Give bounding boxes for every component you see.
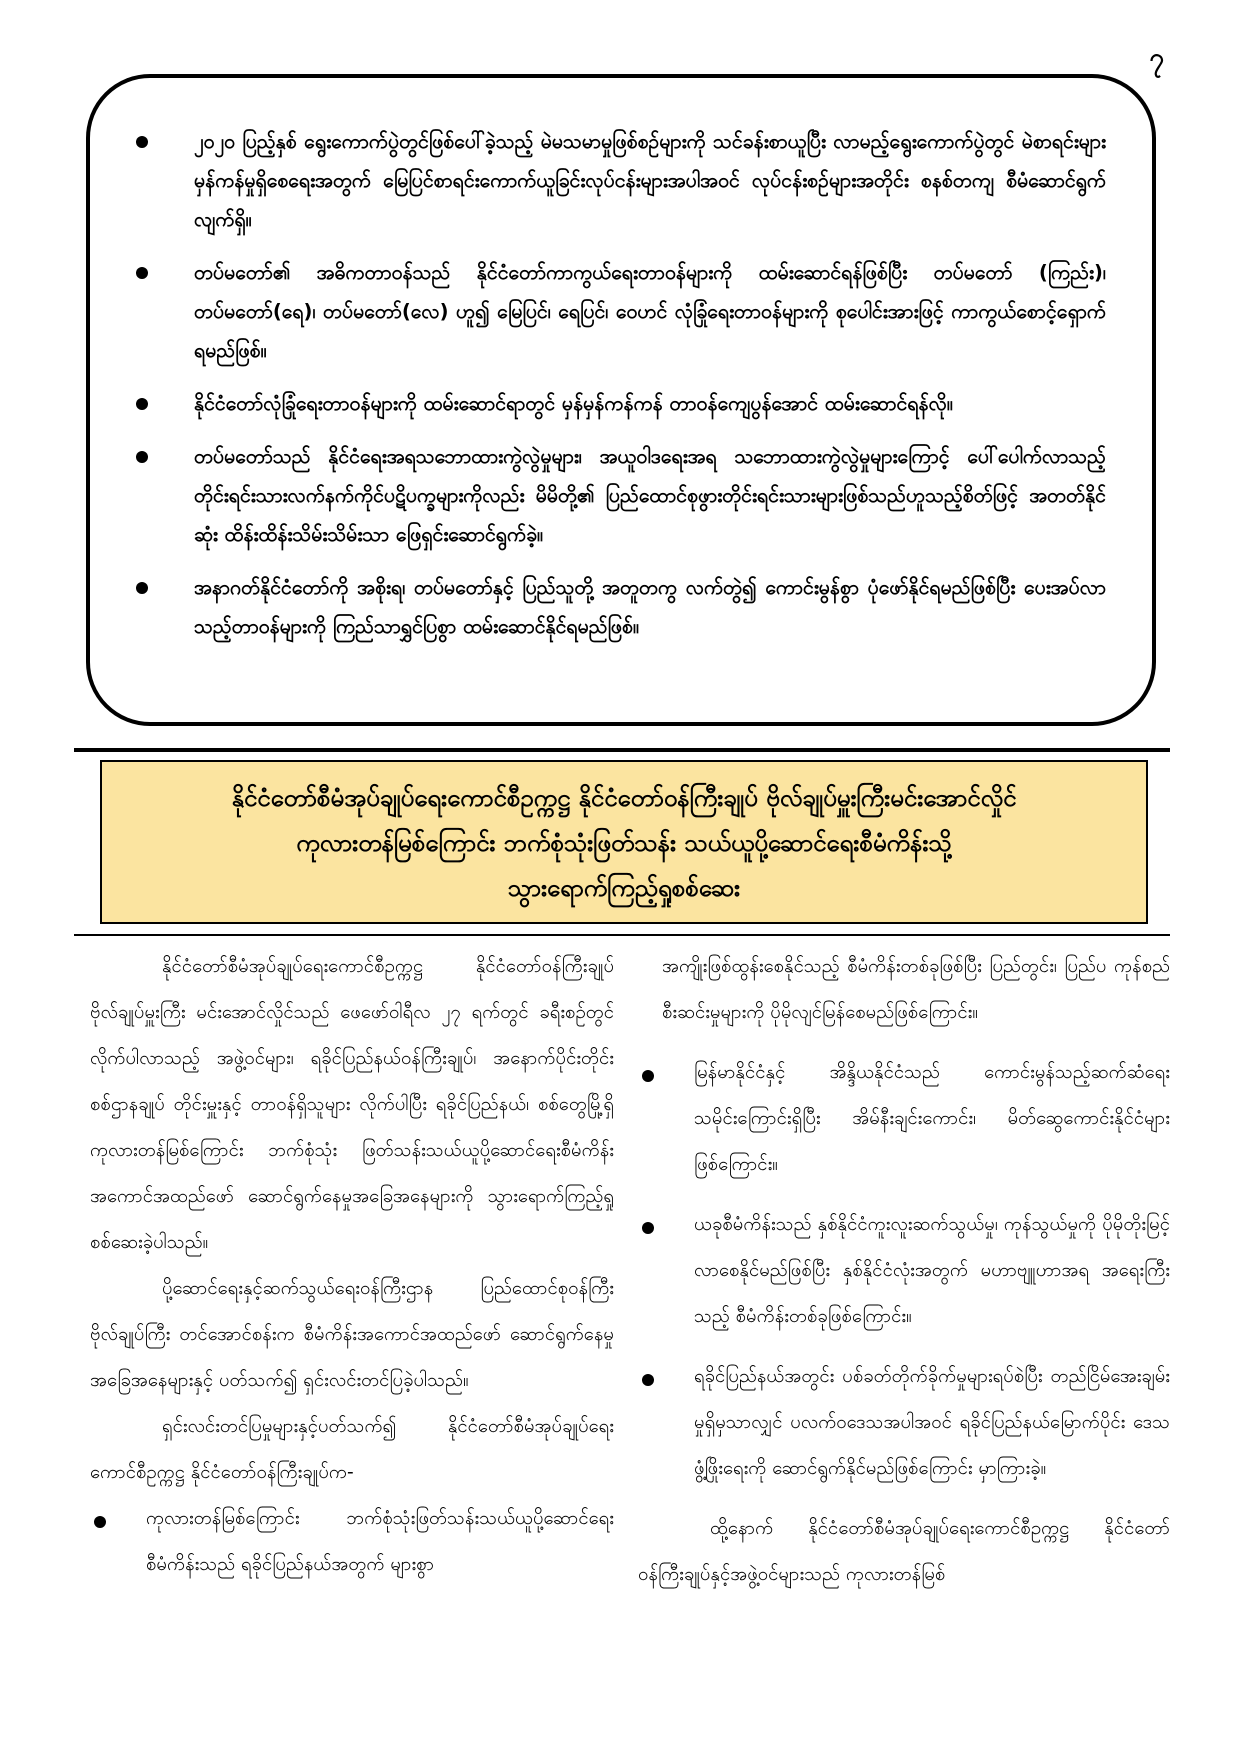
summary-bullet-item	[136, 568, 1106, 646]
bullet-icon	[94, 1516, 106, 1528]
body-bullet-item	[90, 1496, 614, 1588]
bullet-icon	[136, 398, 148, 410]
summary-bullet-item	[136, 253, 1106, 370]
summary-bullet-item	[136, 437, 1106, 554]
summary-bullet-text: ၂၀၂၀ ပြည့်နှစ် ရွေးကောက်ပွဲတွင်ဖြစ်ပေါ်ခဲ့သည့် မဲမသမာမှုဖြစ်စဉ်များကို သင်ခန်းစာယူပြီး လာမည့်ရွေးကောက်ပွဲတွင် မဲစာရင်းများ မှန်ကန်မှုရှိစေရေးအတွက် မြေပြင်စာရင်းကောက်ယူခြင်းလုပ်ငန်းများအပါအဝင် လုပ်ငန်းစဉ်များအတိုင်း စနစ်တကျ စီမံဆောင်ရွက်လျက်ရှိ။	[194, 130, 1106, 231]
body-bullet-item	[638, 1354, 1170, 1492]
bullet-icon	[136, 582, 148, 594]
summary-bullet-text: နိုင်ငံတော်လုံခြုံရေးတာဝန်များကို ထမ်းဆောင်ရာတွင် မှန်မှန်ကန်ကန် တာဝန်ကျေပွန်အောင် ထမ်းဆောင်ရန်လို။	[194, 392, 953, 415]
bullet-icon	[136, 267, 148, 279]
summary-bullet-list	[136, 122, 1106, 646]
body-bullet-text: ရခိုင်ပြည်နယ်အတွင်း ပစ်ခတ်တိုက်ခိုက်မှုများရပ်စဲပြီး တည်ငြိမ်အေးချမ်းမှုရှိမှသာလျှင် ပလက်ဝဒေသအပါအဝင် ရခိုင်ပြည်နယ်မြောက်ပိုင်း ဒေသဖွံ့ဖြိုးရေးကို ဆောင်ရွက်နိုင်မည်ဖြစ်ကြောင်း မှာကြားခဲ့။	[694, 1366, 1170, 1479]
headline-line-3: သွားရောက်ကြည့်ရှုစစ်ဆေး	[507, 874, 741, 902]
page-number: ၇	[1149, 43, 1164, 73]
headline-line-2: ကုလားတန်မြစ်ကြောင်း ဘက်စုံသုံးဖြတ်သန်း သယ်ယူပို့ဆောင်ရေးစီမံကိန်းသို့	[296, 829, 952, 857]
body-bullet-text: ယခုစီမံကိန်းသည် နှစ်နိုင်ငံကူးလူးဆက်သွယ်မှု၊ ကုန်သွယ်မှုကို ပိုမိုတိုးမြင့်လာစေနိုင်မည်ဖြစ်ပြီး နှစ်နိုင်ငံလုံးအတွက် မဟာဗျူဟာအရ အရေးကြီးသည့် စီမံကိန်းတစ်ခုဖြစ်ကြောင်း။	[694, 1214, 1170, 1327]
bullet-icon	[642, 1222, 654, 1234]
body-bullet-text: မြန်မာနိုင်ငံနှင့် အိန္ဒိယနိုင်ငံသည် ကောင်းမွန်သည့်ဆက်ဆံရေးသမိုင်းကြောင်းရှိပြီး အိမ်နီးချင်းကောင်း၊ မိတ်ဆွေကောင်းနိုင်ငံများဖြစ်ကြောင်း။	[694, 1062, 1170, 1175]
body-paragraph: ပို့ဆောင်ရေးနှင့်ဆက်သွယ်ရေးဝန်ကြီးဌာန ပြည်ထောင်စုဝန်ကြီး ဗိုလ်ချုပ်ကြီး တင်အောင်စန်းက စီမံကိန်းအကောင်အထည်ဖော် ဆောင်ရွက်နေမှုအခြေအနေများနှင့် ပတ်သက်၍ ရှင်းလင်းတင်ပြခဲ့ပါသည်။	[90, 1278, 614, 1391]
bullet-icon	[136, 136, 148, 148]
body-bullet-text: ကုလားတန်မြစ်ကြောင်း ဘက်စုံသုံးဖြတ်သန်းသယ်ယူပို့ဆောင်ရေးစီမံကိန်းသည် ရခိုင်ပြည်နယ်အတွက် များစွာ	[146, 1508, 614, 1575]
body-bullet-item	[638, 1202, 1170, 1340]
body-bullet-list	[90, 1496, 614, 1588]
headline-divider	[74, 934, 1170, 936]
summary-box	[86, 74, 1156, 726]
bullet-icon	[642, 1374, 654, 1386]
bullet-icon	[642, 1070, 654, 1082]
bullet-icon	[136, 451, 148, 463]
section-divider	[74, 748, 1170, 752]
body-paragraph: နိုင်ငံတော်စီမံအုပ်ချုပ်ရေးကောင်စီဥက္ကဋ္ဌ နိုင်ငံတော်ဝန်ကြီးချုပ် ဗိုလ်ချုပ်မှူးကြီး မင်းအောင်လှိုင်သည် ဖေဖော်ဝါရီလ ၂၇ ရက်တွင် ခရီးစဉ်တွင်လိုက်ပါလာသည့် အဖွဲ့ဝင်များ၊ ရခိုင်ပြည်နယ်ဝန်ကြီးချုပ်၊ အနောက်ပိုင်းတိုင်းစစ်ဌာနချုပ် တိုင်းမှူးနှင့် တာဝန်ရှိသူများ လိုက်ပါပြီး ရခိုင်ပြည်နယ်၊ စစ်တွေမြို့ရှိ ကုလားတန်မြစ်ကြောင်း ဘက်စုံသုံး ဖြတ်သန်းသယ်ယူပို့ဆောင်ရေးစီမံကိန်း အကောင်အထည်ဖော် ဆောင်ရွက်နေမှုအခြေအနေများကို သွားရောက်ကြည့်ရှုစစ်ဆေးခဲ့ပါသည်။	[90, 956, 614, 1253]
summary-bullet-item	[136, 122, 1106, 239]
left-column	[90, 944, 614, 1602]
body-bullet-list	[638, 1050, 1170, 1492]
article-headline	[100, 760, 1148, 924]
summary-bullet-item	[136, 384, 1106, 423]
right-column	[638, 944, 1170, 1598]
headline-line-1: နိုင်ငံတော်စီမံအုပ်ချုပ်ရေးကောင်စီဥက္ကဋ္ဌ နိုင်ငံတော်ဝန်ကြီးချုပ် ဗိုလ်ချုပ်မှူးကြီးမင်းအောင်လှိုင်	[231, 784, 1017, 812]
summary-bullet-text: တပ်မတော်သည် နိုင်ငံရေးအရသဘောထားကွဲလွဲမှုများ၊ အယူဝါဒရေးအရ သဘောထားကွဲလွဲမှုများကြောင့် ပေါ်ပေါက်လာသည့် တိုင်းရင်းသားလက်နက်ကိုင်ပဋိပက္ခများကိုလည်း မိမိတို့၏ ပြည်ထောင်စုဖွားတိုင်းရင်းသားများဖြစ်သည်ဟူသည့်စိတ်ဖြင့် အတတ်နိုင်ဆုံး ထိန်းထိန်းသိမ်းသိမ်းသာ ဖြေရှင်းဆောင်ရွက်ခဲ့။	[194, 445, 1106, 546]
summary-bullet-text: တပ်မတော်၏ အဓိကတာဝန်သည် နိုင်ငံတော်ကာကွယ်ရေးတာဝန်များကို ထမ်းဆောင်ရန်ဖြစ်ပြီး တပ်မတော် (ကြည်း)၊ တပ်မတော်(ရေ)၊ တပ်မတော်(လေ) ဟူ၍ မြေပြင်၊ ရေပြင်၊ ဝေဟင် လုံခြုံရေးတာဝန်များကို စုပေါင်းအားဖြင့် ကာကွယ်စောင့်ရှောက်ရမည်ဖြစ်။	[194, 261, 1106, 362]
summary-bullet-text: အနာဂတ်နိုင်ငံတော်ကို အစိုးရ၊ တပ်မတော်နှင့် ပြည်သူတို့ အတူတကွ လက်တွဲ၍ ကောင်းမွန်စွာ ပုံဖော်နိုင်ရမည်ဖြစ်ပြီး ပေးအပ်လာသည့်တာဝန်များကို ကြည်သာရွှင်ပြစွာ ထမ်းဆောင်နိုင်ရမည်ဖြစ်။	[194, 576, 1106, 638]
body-bullet-item	[638, 1050, 1170, 1188]
body-paragraph: ထို့နောက် နိုင်ငံတော်စီမံအုပ်ချုပ်ရေးကောင်စီဥက္ကဋ္ဌ နိုင်ငံတော်ဝန်ကြီးချုပ်နှင့်အဖွဲ့ဝင်များသည် ကုလားတန်မြစ်	[638, 1518, 1170, 1585]
body-paragraph-continuation: အကျိုးဖြစ်ထွန်းစေနိုင်သည့် စီမံကိန်းတစ်ခုဖြစ်ပြီး ပြည်တွင်း၊ ပြည်ပ ကုန်စည်စီးဆင်းမှုများကို ပိုမိုလျင်မြန်စေမည်ဖြစ်ကြောင်း။	[662, 956, 1170, 1023]
body-paragraph: ရှင်းလင်းတင်ပြမှုများနှင့်ပတ်သက်၍ နိုင်ငံတော်စီမံအုပ်ချုပ်ရေးကောင်စီဥက္ကဋ္ဌ နိုင်ငံတော်ဝန်ကြီးချုပ်က-	[90, 1416, 614, 1483]
